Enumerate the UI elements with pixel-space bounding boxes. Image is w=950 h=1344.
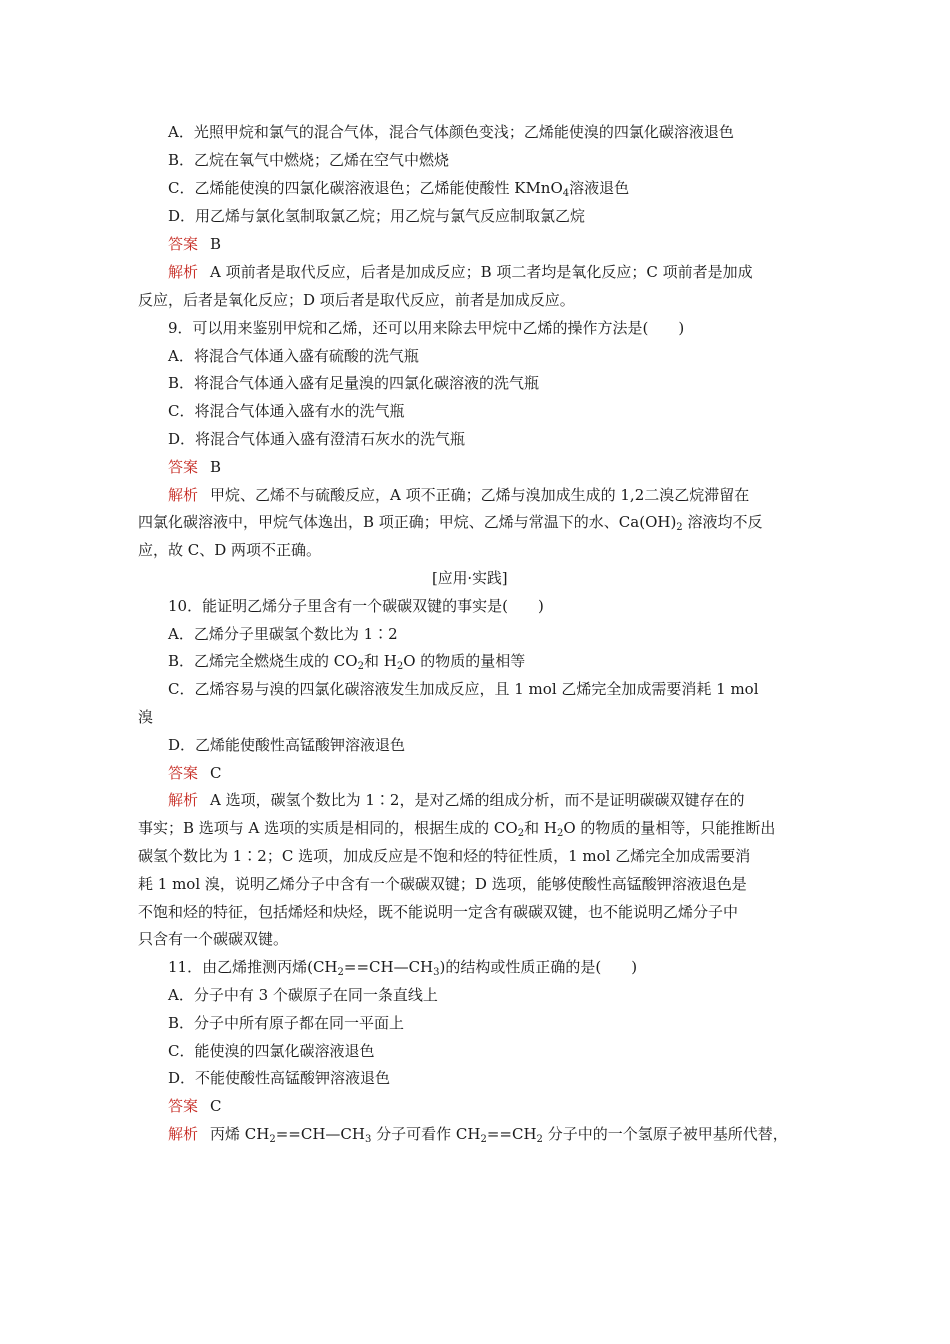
q8-analysis-line2: 反应，后者是氧化反应；D 项后者是取代反应，前者是加成反应。 — [138, 291, 575, 309]
q9-answer: 答案 B — [168, 458, 222, 476]
q9-analysis-line1: 解析 甲烷、乙烯不与硫酸反应，A 项不正确；乙烯与溴加成生成的 1,2二溴乙烷滞留在 — [168, 486, 750, 504]
q9-option-d: D．将混合气体通入盛有澄清石灰水的洗气瓶 — [168, 430, 466, 448]
q10-option-b: B．乙烯完全燃烧生成的 $CO_2$和 $H_2O$ 的物质的量相等 — [168, 652, 526, 672]
q9-option-b: B．将混合气体通入盛有足量溴的四氯化碳溶液的洗气瓶 — [168, 374, 540, 392]
q9-option-c: C．将混合气体通入盛有水的洗气瓶 — [168, 402, 405, 420]
q9-analysis-line3: 应，故 C、D 两项不正确。 — [138, 541, 322, 559]
answer-label: 答案 — [168, 1097, 199, 1115]
q9-analysis-line2: 四氯化碳溶液中，甲烷气体逸出，B 项正确；甲烷、乙烯与常温下的水、$Ca(OH)_2$ 溶液均不反 — [138, 513, 763, 533]
q8-option-a: A．光照甲烷和氯气的混合气体，混合气体颜色变浅；乙烯能使溴的四氯化碳溶液退色 — [168, 123, 734, 141]
q11-answer: 答案 C — [168, 1097, 222, 1115]
section-title: [应用·实践] — [431, 569, 508, 587]
q9-option-a: A．将混合气体通入盛有硫酸的洗气瓶 — [168, 347, 419, 365]
q10-option-c-line1: C．乙烯容易与溴的四氯化碳溶液发生加成反应，且 1 mol 乙烯完全加成需要消耗 1 mol — [168, 680, 759, 698]
q10-analysis-line2: 事实；B 选项与 A 选项的实质是相同的，根据生成的 $CO_2$和 $H_2O$ 的物质的量相等，只能推断出 — [138, 819, 776, 839]
analysis-label: 解析 — [168, 791, 199, 809]
q9-stem: 9．可以用来鉴别甲烷和乙烯，还可以用来除去甲烷中乙烯的操作方法是( ) — [168, 319, 685, 337]
q8-analysis-line1: 解析 A 项前者是取代反应，后者是加成反应；B 项二者均是氧化反应；C 项前者是加成 — [168, 263, 753, 281]
answer-label: 答案 — [168, 764, 199, 782]
q8-option-b: B．乙烷在氧气中燃烧；乙烯在空气中燃烧 — [168, 151, 450, 169]
q11-option-d: D．不能使酸性高锰酸钾溶液退色 — [168, 1069, 391, 1087]
q11-option-c: C．能使溴的四氯化碳溶液退色 — [168, 1042, 375, 1060]
q10-analysis-line6: 只含有一个碳碳双键。 — [138, 930, 289, 948]
q11-stem: 11．由乙烯推测丙烯$(CH_2==CH—CH_3)$的结构或性质正确的是( ) — [168, 958, 638, 978]
q11-option-b: B．分子中所有原子都在同一平面上 — [168, 1014, 405, 1032]
q8-option-c: C．乙烯能使溴的四氯化碳溶液退色；乙烯能使酸性 KMnO$_4$溶液退色 — [168, 179, 630, 199]
answer-label: 答案 — [168, 235, 199, 253]
answer-label: 答案 — [168, 458, 199, 476]
q11-analysis-line1: 解析 丙烯 $CH_2==CH—CH_3$ 分子可看作 $CH_2==CH_2$ 分子中的一个氢原子被甲基所代替， — [168, 1125, 788, 1145]
q10-analysis-line3: 碳氢个数比为 1∶2；C 选项，加成反应是不饱和烃的特征性质，1 mol 乙烯完全加成需要消 — [138, 847, 751, 865]
q8-answer: 答案 B — [168, 235, 222, 253]
q10-stem: 10．能证明乙烯分子里含有一个碳碳双键的事实是( ) — [168, 597, 544, 615]
q10-answer: 答案 C — [168, 764, 222, 782]
analysis-label: 解析 — [168, 263, 199, 281]
q10-analysis-line4: 耗 1 mol 溴，说明乙烯分子中含有一个碳碳双键；D 选项，能够使酸性高锰酸钾溶液退色是 — [138, 875, 747, 893]
q10-option-d: D．乙烯能使酸性高锰酸钾溶液退色 — [168, 736, 406, 754]
analysis-label: 解析 — [168, 1125, 199, 1143]
q11-option-a: A．分子中有 3 个碳原子在同一条直线上 — [168, 986, 438, 1004]
q10-analysis-line1: 解析 A 选项，碳氢个数比为 1∶2，是对乙烯的组成分析，而不是证明碳碳双键存在的 — [168, 791, 745, 809]
q10-option-a: A．乙烯分子里碳氢个数比为 1∶2 — [168, 625, 398, 643]
q8-option-d: D．用乙烯与氯化氢制取氯乙烷；用乙烷与氯气反应制取氯乙烷 — [168, 207, 586, 225]
analysis-label: 解析 — [168, 486, 199, 504]
q10-analysis-line5: 不饱和烃的特征，包括烯烃和炔烃，既不能说明一定含有碳碳双键，也不能说明乙烯分子中 — [138, 903, 739, 921]
q10-option-c-line2: 溴 — [138, 708, 154, 726]
